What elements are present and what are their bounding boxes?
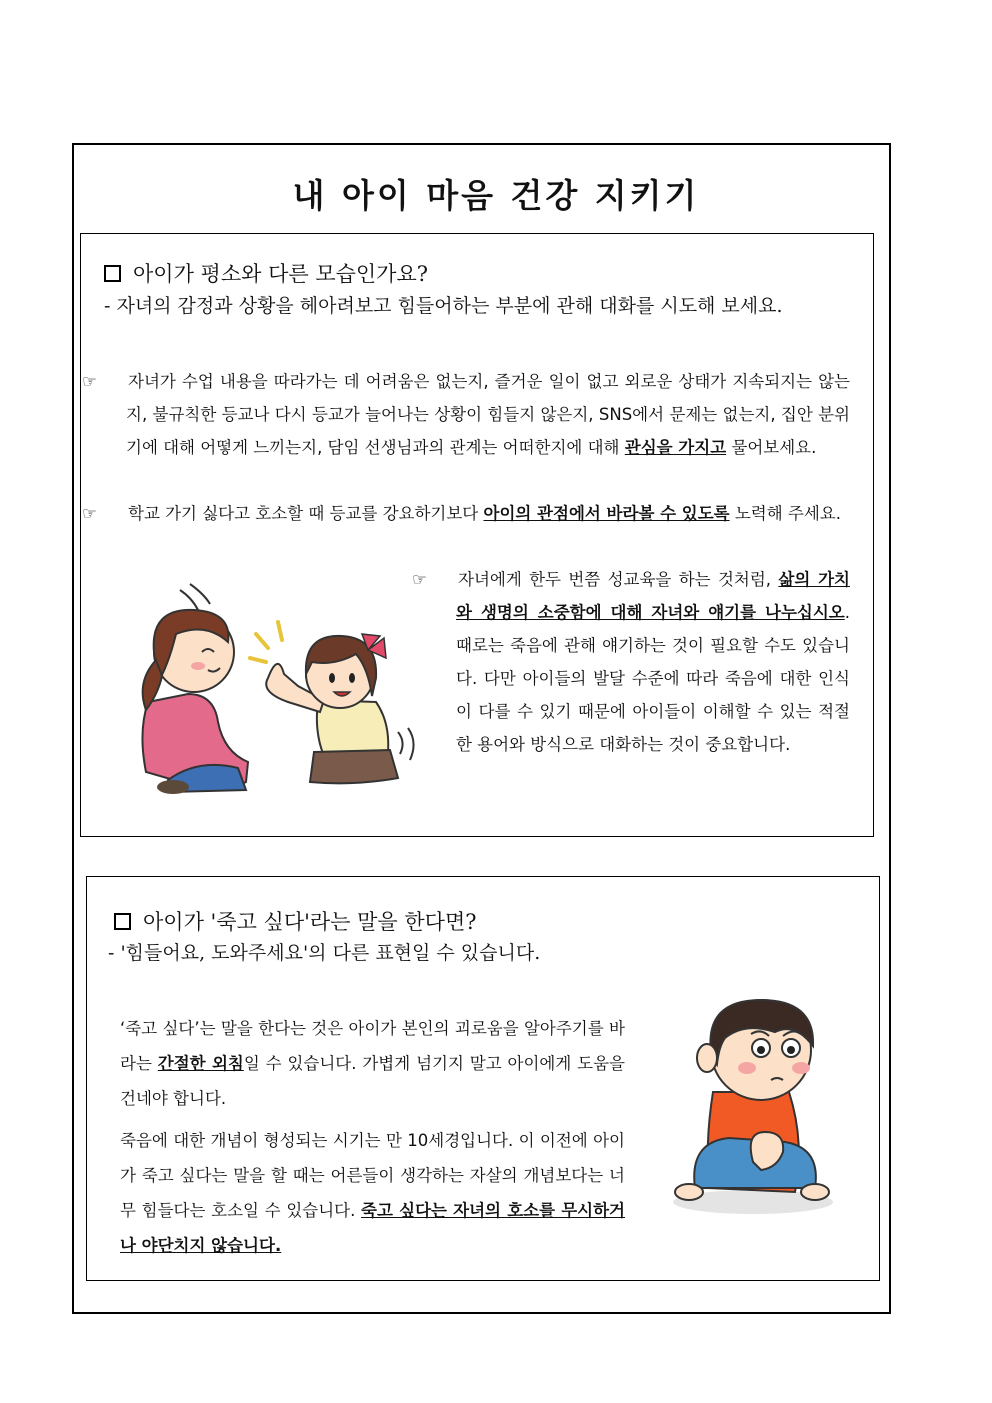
section-2-question: 아이가 '죽고 싶다'라는 말을 한다면? [114,906,477,936]
page-title: 내 아이 마음 건강 지키기 [292,176,700,215]
pointing-hand-icon: ☞ [82,372,97,391]
section-1-question: 아이가 평소와 다른 모습인가요? [104,258,428,288]
mother-figure [142,610,248,794]
boy-figure [675,1000,829,1200]
daughter-figure [266,634,413,783]
sad-boy-illustration [665,992,845,1217]
section-1-paragraph-3: ☞ 자녀에게 한두 번쯤 성교육을 하는 것처럼, 삶의 가치와 생명의 소중함에 대해 자녀와 얘기를 나누십시오. 때로는 죽음에 관해 얘기하는 것이 필요할 수도 있습니다. 다만 아이들의 발달 수준에 따라 죽음에 대한 인식이 다를 수 있기 때문에 아이들이 이해할 수 있는 적절한 용어와 방식으로 대화하는 것이 중요합니다. [434,563,850,761]
pointing-hand-icon: ☞ [82,504,97,523]
section-1-paragraph-2: ☞ 학교 가기 싫다고 호소할 때 등교를 강요하기보다 아이의 관점에서 바라볼 수 있도록 노력해 주세요. [104,497,850,530]
sparkle-lines [250,622,282,662]
section-2-paragraph-2: 죽음에 대한 개념이 형성되는 시기는 만 10세경입니다. 이 이전에 아이가 죽고 싶다는 말을 할 때는 어른들이 생각하는 자살의 개념보다는 너무 힘들다는 호소일 수 있습니다. 죽고 싶다는 자녀의 호소를 무시하거나 야단치지 않습니다. [120,1131,625,1255]
mother-daughter-illustration [128,582,418,797]
section-2-subtitle: - '힘들어요, 도와주세요'의 다른 표현일 수 있습니다. [108,942,541,964]
motion-lines [180,584,210,610]
section-2-paragraph-1: ‘죽고 싶다’는 말을 한다는 것은 아이가 본인의 괴로움을 알아주기를 바라는 간절한 외침일 수 있습니다. 가볍게 넘기지 말고 아이에게 도움을 건네야 합니다. [120,1019,625,1108]
section-1-paragraph-1: ☞ 자녀가 수업 내용을 따라가는 데 어려움은 없는지, 즐거운 일이 없고 외로운 상태가 지속되지는 않는지, 불규칙한 등교나 다시 등교가 늘어나는 상황이 힘들지 않은지, SNS에서 문제는 없는지, 집안 분위기에 대해 어떻게 느끼는지, 담임 선생님과의 관계는 어떠한지에 대해 관심을 가지고 물어보세요. [104,365,850,464]
checkbox-square-icon [104,265,121,282]
section-1-subtitle: - 자녀의 감정과 상황을 헤아려보고 힘들어하는 부분에 관해 대화를 시도해 보세요. [104,295,783,317]
pointing-hand-icon: ☞ [412,570,427,589]
checkbox-square-icon [114,913,131,930]
